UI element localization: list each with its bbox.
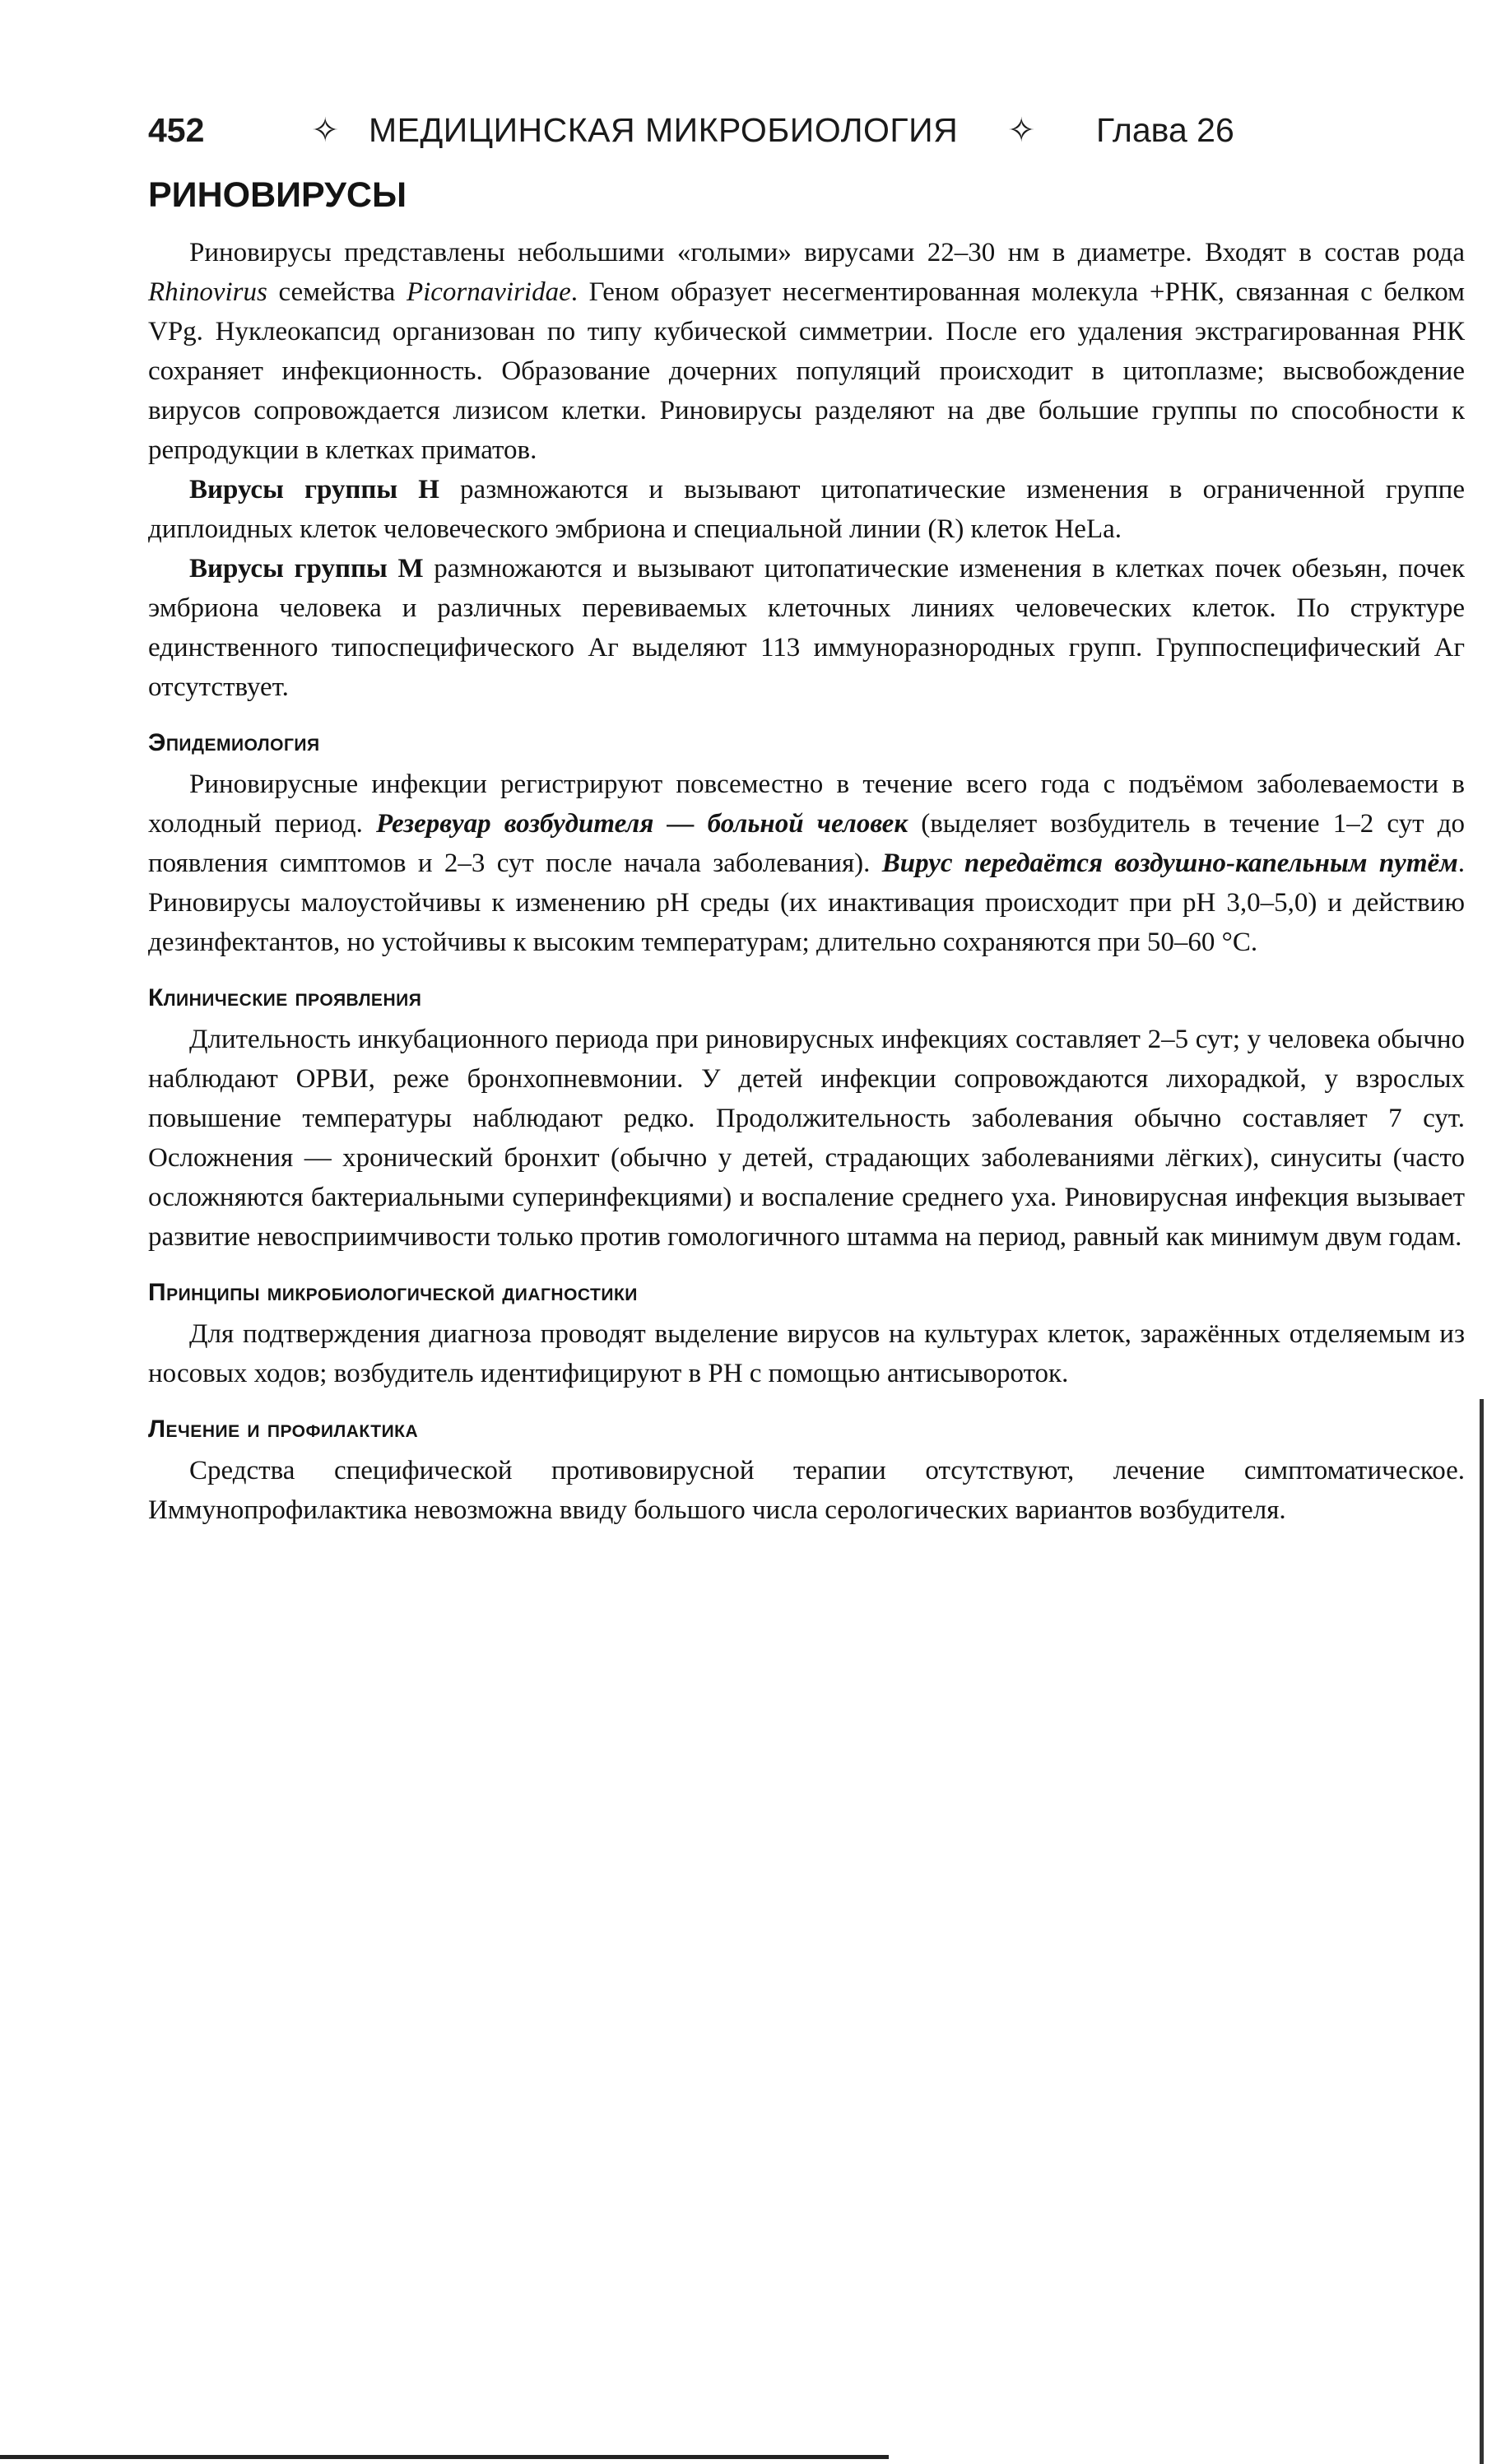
family-name: Picornaviridae: [406, 277, 571, 307]
genus-name: Rhinovirus: [148, 277, 267, 307]
epidemiology-paragraph: Риновирусные инфекции регистрируют повсеместно в течение всего года с подъёмом заболеваемости в холодный период. Резервуар возбудителя — больной человек (выделяет возбудитель в течение 1–2 сут до появления симптомов и 2–3 сут после начала заболевания). Вирус передаётся воздушно-капельным путём. Риновирусы малоустойчивы к изменению pH среды (их инактивация происходит при pH 3,0–5,0) и действию дезинфектантов, но устойчивы к высоким температурам; длительно сохраняются при 50–60 °С.: [148, 769, 1465, 957]
group-m-paragraph: Вирусы группы М размножаются и вызывают цитопатические изменения в клетках почек обезьян, почек эмбриона человека и различных перевиваемых клеточных линиях человеческих клеток. По структуре единственного типоспецифического Аг выделяют 113 иммуноразнородных групп. Группоспецифический Аг отсутствует.: [148, 554, 1465, 702]
page-content: [148, 233, 1465, 1530]
header-separator-icon: ✧: [311, 111, 340, 149]
diagnostics-heading: Принципы микробиологической диагностики: [148, 1279, 638, 1306]
group-h-term: Вирусы группы Н: [189, 475, 439, 504]
page-number: 452: [148, 111, 205, 149]
header-separator-icon: ✧: [1007, 111, 1036, 149]
group-m-term: Вирусы группы М: [189, 554, 424, 583]
treatment-paragraph: Средства специфической противовирусной терапии отсутствуют, лечение симптоматическое. Иммунопрофилактика невозможна ввиду большого числа серологических вариантов возбудителя.: [148, 1456, 1465, 1525]
intro-paragraph: Риновирусы представлены небольшими «голыми» вирусами 22–30 нм в диаметре. Входят в состав рода Rhinovirus семейства Picornaviridae. Геном образует несегментированная молекула +РНК, связанная с белком VPg. Нуклеокапсид организован по типу кубической симметрии. После его удаления экстрагированная РНК сохраняет инфекционность. Образование дочерних популяций происходит в цитоплазме; высвобождение вирусов сопровождается лизисом клетки. Риновирусы разделяют на две большие группы по способности к репродукции в клетках приматов.: [148, 238, 1466, 465]
group-h-paragraph: Вирусы группы Н размножаются и вызывают цитопатические изменения в ограниченной группе диплоидных клеток человеческого эмбриона и специальной линии (R) клеток HeLa.: [148, 475, 1465, 544]
book-title: МЕДИЦИНСКАЯ МИКРОБИОЛОГИЯ: [369, 111, 959, 149]
clinical-paragraph: Длительность инкубационного периода при риновирусных инфекциях составляет 2–5 сут; у человека обычно наблюдают ОРВИ, реже бронхопневмонии. У детей инфекции сопровождаются лихорадкой, у взрослых повышение температуры наблюдают редко. Продолжительность заболевания обычно составляет 7 сут. Осложнения — хронический бронхит (обычно у детей, страдающих заболеваниями лёгких), синуситы (часто осложняются бактериальными суперинфекциями) и воспаление среднего уха. Риновирусная инфекция вызывает развитие невосприимчивости только против гомологичного штамма на период, равный как минимум двум годам.: [148, 1025, 1465, 1252]
running-header: [148, 105, 1251, 155]
scan-edge-right: [1480, 1399, 1484, 2464]
diagnostics-paragraph: Для подтверждения диагноза проводят выделение вирусов на культурах клеток, заражённых отделяемым из носовых ходов; возбудитель идентифицируют в РН с помощью антисывороток.: [148, 1319, 1465, 1388]
epidemiology-heading: Эпидемиология: [148, 729, 320, 756]
chapter-title: РИНОВИРУСЫ: [148, 175, 407, 215]
treatment-heading: Лечение и профилактика: [148, 1416, 419, 1443]
chapter-label: Глава 26: [1096, 111, 1234, 149]
scan-edge-bottom: [0, 2455, 889, 2459]
transmission-emphasis: Вирус передаётся воздушно-капельным путём: [881, 848, 1458, 878]
clinical-heading: Клинические проявления: [148, 984, 422, 1011]
reservoir-emphasis: Резервуар возбудителя — больной человек: [376, 809, 908, 839]
